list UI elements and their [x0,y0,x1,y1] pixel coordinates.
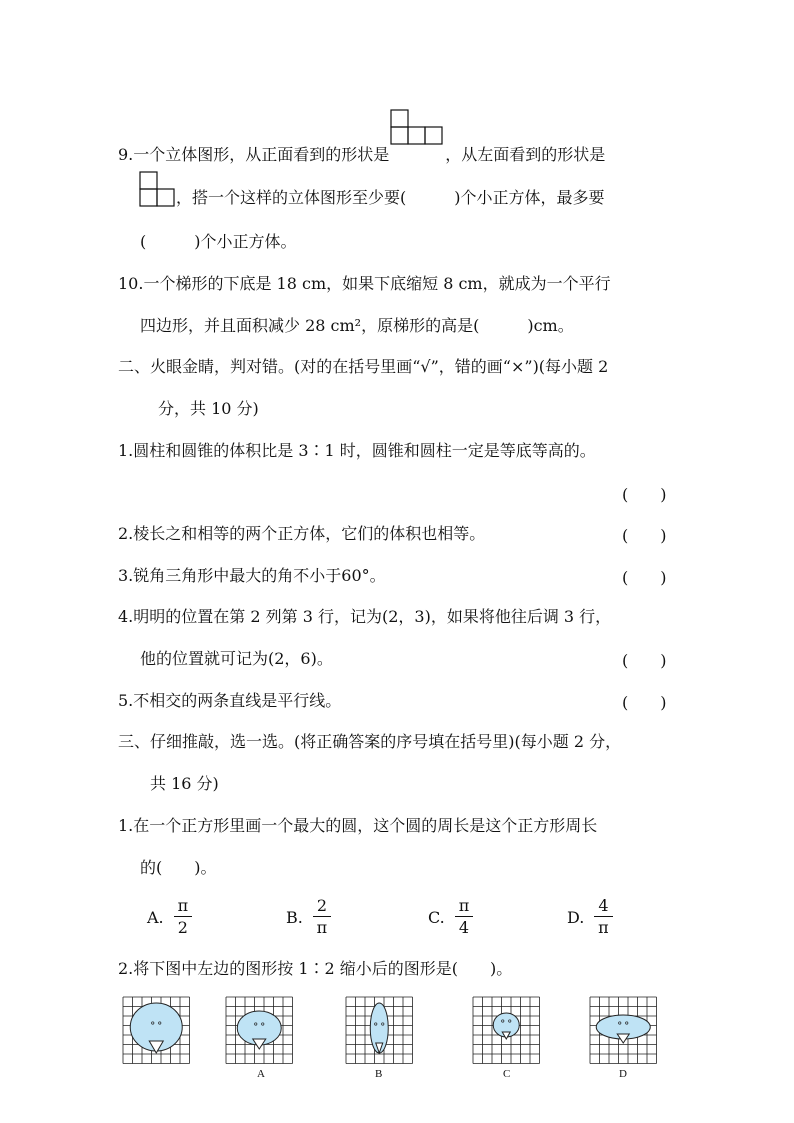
s2-item-3-paren[interactable]: ( ) [622,568,667,587]
option-c-letter: C. [428,908,445,927]
section2-title: 二、火眼金睛，判对错。(对的在括号里画“√”，错的画“×”)(每小题 2 [118,357,609,376]
option-c[interactable] [428,896,473,939]
s3-q2-line1: 2.将下图中左边的图形按 1∶2 缩小后的图形是( )。 [118,959,513,978]
option-d-fraction: $\frac{4}{\pi}$ [594,896,612,939]
section3-title: 三、仔细推敲，选一选。(将正确答案的序号填在括号里)(每小题 2 分， [118,732,622,751]
figure-a [226,997,293,1064]
s2-item-4-cont: 他的位置就可记为(2，6)。 [140,649,333,668]
s2-item-5-paren[interactable]: ( ) [622,693,667,712]
option-b-fraction: $\frac{2}{\pi}$ [313,896,331,939]
q9-text-b: ，从左面看到的形状是 [445,145,606,164]
grid-figures [118,995,678,1085]
figure-d [590,997,657,1064]
section3-title-cont: 共 16 分) [150,774,219,793]
q9-text-a: 9.一个立体图形，从正面看到的形状是 [118,145,390,164]
q9-line1 [118,126,605,166]
q9-line2: ，搭一个这样的立体图形至少要( )个小正方体，最多要 [176,188,605,207]
option-c-fraction: $\frac{\pi}{4}$ [455,896,474,939]
q10-line1: 10.一个梯形的下底是 18 cm，如果下底缩短 8 cm，就成为一个平行 [118,274,611,293]
figure-label-c: C [503,1068,511,1080]
option-a[interactable] [147,896,192,939]
original-figure [123,997,190,1064]
s2-item-4: 4.明明的位置在第 2 列第 3 行，记为(2，3)，如果将他往后调 3 行， [118,607,612,626]
s2-item-2: 2.棱长之和相等的两个正方体，它们的体积也相等。 [118,524,486,543]
s2-item-4-paren[interactable]: ( ) [622,651,667,670]
figure-label-d: D [619,1068,627,1080]
s3-q1-line1: 1.在一个正方形里画一个最大的圆，这个圆的周长是这个正方形周长 [118,816,598,835]
option-b-letter: B. [286,908,303,927]
left-view-figure [138,170,176,214]
option-d[interactable] [567,896,613,939]
figure-label-b: B [375,1068,383,1080]
option-b[interactable] [286,896,331,939]
s2-item-1-paren[interactable]: ( ) [622,485,667,504]
section2-title-cont: 分，共 10 分) [158,399,259,418]
figure-label-a: A [257,1068,265,1080]
s2-item-1: 1.圆柱和圆锥的体积比是 3∶1 时，圆锥和圆柱一定是等底等高的。 [118,441,596,460]
option-a-fraction: $\frac{\pi}{2}$ [174,896,193,939]
figure-b [346,997,413,1064]
figure-c [473,997,540,1064]
s2-item-5: 5.不相交的两条直线是平行线。 [118,691,342,710]
s2-item-3: 3.锐角三角形中最大的角不小于60°。 [118,566,386,585]
s3-q1-line2: 的( )。 [140,858,217,877]
front-view-figure [389,126,445,146]
option-a-letter: A. [147,908,164,927]
q10-line2: 四边形，并且面积减少 28 cm²，原梯形的高是( )cm。 [140,316,574,335]
q9-line3: ( )个小正方体。 [140,232,297,251]
s2-item-2-paren[interactable]: ( ) [622,526,667,545]
option-d-letter: D. [567,908,585,927]
